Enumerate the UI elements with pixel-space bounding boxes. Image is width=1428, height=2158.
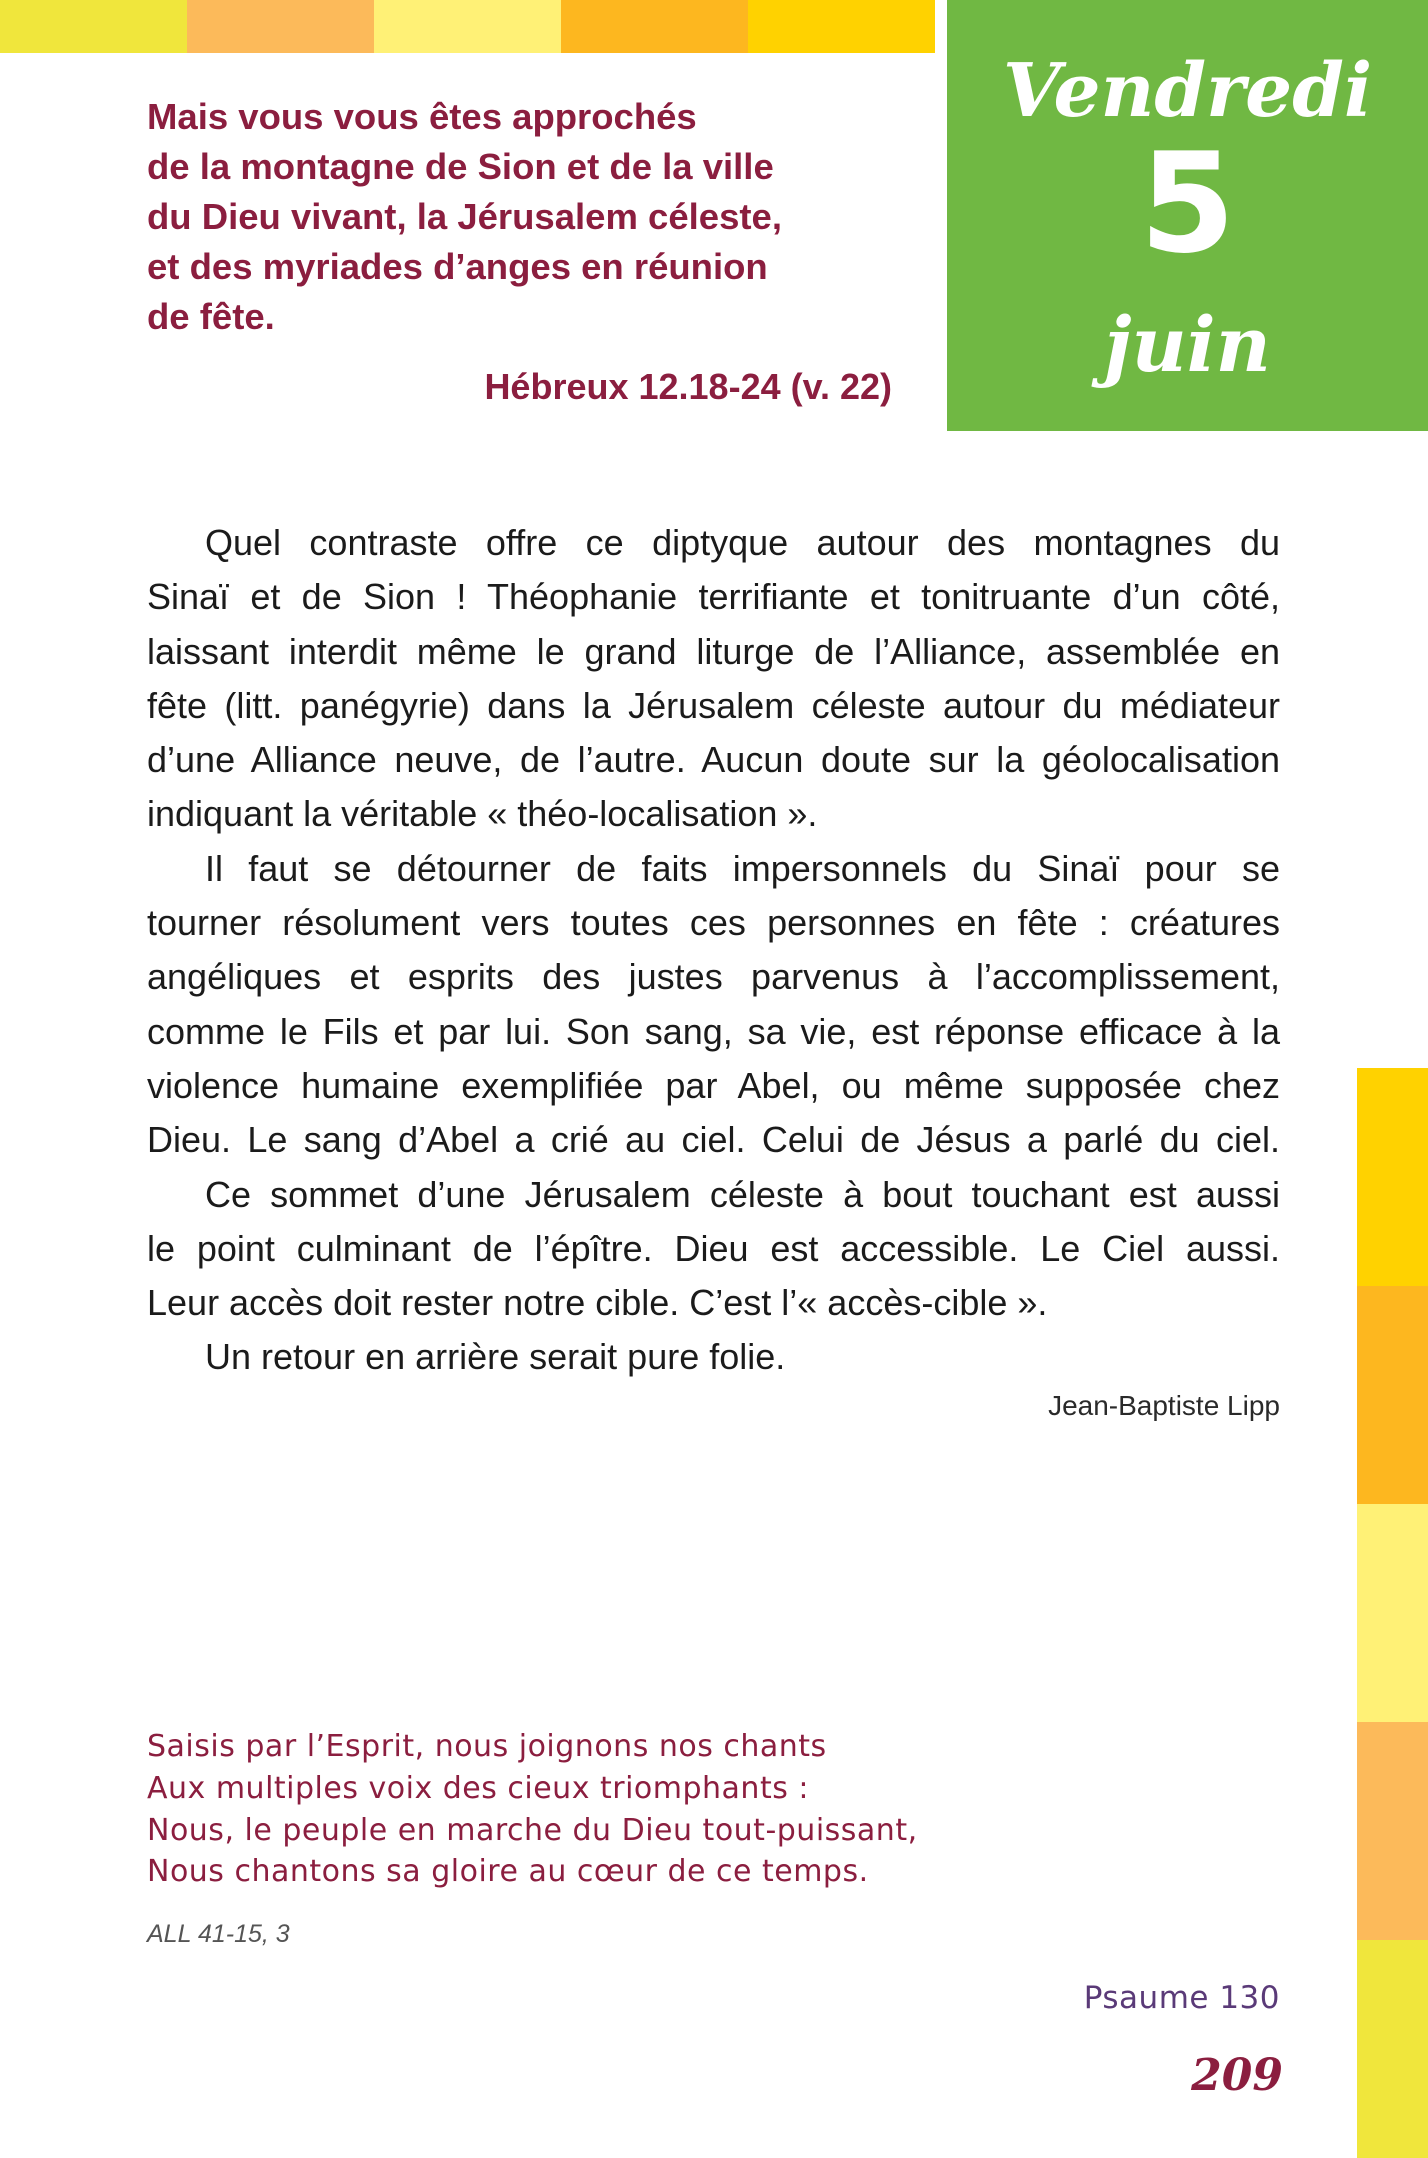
hymn-line: Saisis par l’Esprit, nous joignons nos chants	[147, 1729, 827, 1764]
body-line: comme le Fils et par lui. Son sang, sa vie, est réponse efficace à la	[147, 1010, 1280, 1052]
date-box	[947, 0, 1428, 431]
verse-line: du Dieu vivant, la Jérusalem céleste,	[147, 196, 782, 237]
verse-reference: Hébreux 12.18-24 (v. 22)	[484, 366, 892, 407]
meditation-text	[147, 516, 1280, 1385]
body-line: tourner résolument vers toutes ces personnes en fête : créatures	[147, 902, 1280, 944]
date-day-number: 5	[1139, 123, 1236, 284]
top-color-strip	[0, 0, 935, 53]
top-strip-segment	[0, 0, 187, 53]
body-line: Dieu. Le sang d’Abel a crié au ciel. Celui de Jésus a parlé du ciel.	[147, 1119, 1280, 1161]
body-line: indiquant la véritable « théo-localisation ».	[147, 793, 818, 835]
bible-verse	[147, 92, 907, 342]
psalm-reference: Psaume 130	[1083, 1980, 1280, 2016]
hymn-line: Aux multiples voix des cieux triomphants :	[147, 1770, 809, 1806]
side-strip-segment	[1357, 1504, 1428, 1722]
verse-line: et des myriades d’anges en réunion	[147, 246, 768, 287]
side-color-strip	[1357, 1068, 1428, 2158]
body-line: laissant interdit même le grand liturge de l’Alliance, assemblée en	[147, 630, 1280, 672]
hymn-verse	[147, 1726, 918, 1893]
hymn-reference: ALL 41-15, 3	[147, 1920, 290, 1948]
top-strip-segment	[748, 0, 935, 53]
body-line: Un retour en arrière serait pure folie.	[205, 1336, 786, 1378]
body-line: le point culminant de l’épître. Dieu est accessible. Le Ciel aussi.	[147, 1227, 1280, 1269]
side-strip-segment	[1357, 1722, 1428, 1940]
top-strip-segment	[561, 0, 748, 53]
body-line: Il faut se détourner de faits impersonnels du Sinaï pour se	[205, 847, 1280, 889]
side-strip-segment	[1357, 1940, 1428, 2158]
date-weekday: Vendredi	[1002, 48, 1373, 134]
top-strip-segment	[187, 0, 374, 53]
verse-line: Mais vous vous êtes approchés	[147, 96, 697, 137]
body-line: Quel contraste offre ce diptyque autour des montagnes du	[205, 522, 1280, 563]
hymn-line: Nous chantons sa gloire au cœur de ce temps.	[147, 1854, 869, 1890]
side-strip-segment	[1357, 1068, 1428, 1286]
verse-line: de la montagne de Sion et de la ville	[147, 146, 774, 187]
body-line: fête (litt. panégyrie) dans la Jérusalem céleste autour du médiateur	[147, 684, 1280, 726]
author-signature: Jean-Baptiste Lipp	[1048, 1390, 1280, 1421]
top-strip-segment	[374, 0, 561, 53]
body-line: d’une Alliance neuve, de l’autre. Aucun doute sur la géolocalisation	[147, 739, 1280, 781]
body-line: angéliques et esprits des justes parvenus à l’accomplissement,	[147, 956, 1280, 998]
side-strip-segment	[1357, 1286, 1428, 1504]
body-line: Ce sommet d’une Jérusalem céleste à bout touchant est aussi	[205, 1173, 1280, 1215]
date-month: juin	[1104, 300, 1271, 389]
verse-line: de fête.	[147, 296, 275, 337]
hymn-line: Nous, le peuple en marche du Dieu tout-puissant,	[147, 1812, 918, 1848]
body-line: violence humaine exemplifiée par Abel, ou même supposée chez	[147, 1064, 1280, 1106]
body-line: Sinaï et de Sion ! Théophanie terrifiante et tonitruante d’un côté,	[147, 576, 1280, 618]
body-line: Leur accès doit rester notre cible. C’est l’« accès-cible ».	[147, 1282, 1048, 1324]
page-number: 209	[1191, 2050, 1283, 2101]
